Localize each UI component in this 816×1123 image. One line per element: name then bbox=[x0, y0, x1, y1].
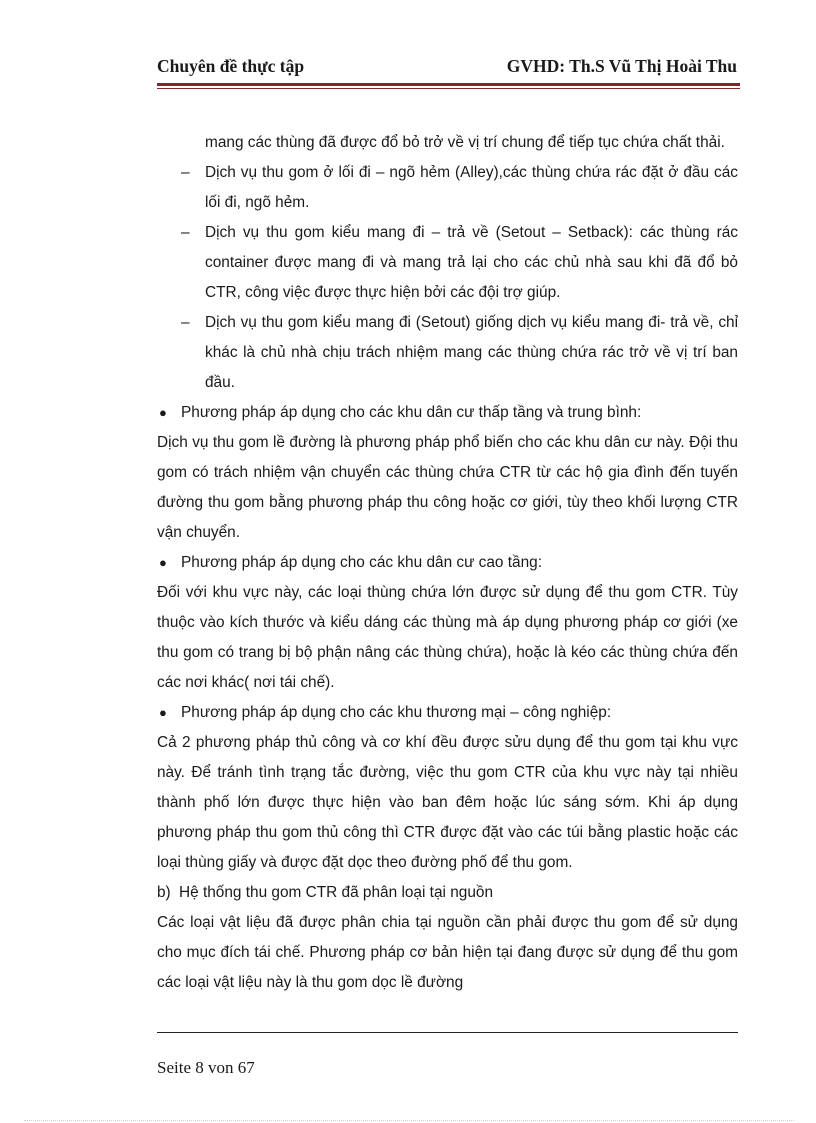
bullet-heading-text: Phương pháp áp dụng cho các khu thương mại – công nghiệp: bbox=[181, 704, 612, 721]
dash-item-text: Dịch vụ thu gom kiểu mang đi – trả về (Setout – Setback): các thùng rác container được mang đi và mang trả lại cho các chủ nhà sau khi đã đổ bỏ CTR, công việc được thực hiện bởi các đội trợ giúp. bbox=[205, 224, 738, 301]
dash-item bbox=[157, 218, 738, 308]
bullet-icon: ● bbox=[159, 555, 167, 570]
dash-item bbox=[157, 158, 738, 218]
page-bottom-dotted-line bbox=[24, 1120, 794, 1121]
page-header bbox=[157, 56, 737, 80]
body-paragraph: Cả 2 phương pháp thủ công và cơ khí đều được sửu dụng để thu gom tại khu vực này. Để tránh tình trạng tắc đường, việc thu gom CTR của khu vực này tại nhiều thành phố lớn được thực hiện vào ban đêm hoặc lúc sáng sớm. Khi áp dụng phương pháp thu gom thủ công thì CTR được đặt vào các túi bằng plastic hoặc các loại thùng giấy và được đặt dọc theo đường phố để thu gom. bbox=[157, 734, 738, 871]
subsection-label: b) bbox=[157, 884, 171, 901]
body-paragraph: Các loại vật liệu đã được phân chia tại nguồn cần phải được thu gom để sử dụng cho mục đích tái chế. Phương pháp cơ bản hiện tại đang được sử dụng để thu gom các loại vật liệu này là thu gom dọc lề đường bbox=[157, 914, 738, 991]
page-body bbox=[157, 128, 738, 998]
dash-item-text: Dịch vụ thu gom ở lối đi – ngõ hẻm (Alley),các thùng chứa rác đặt ở đầu các lối đi, ngõ hẻm. bbox=[205, 164, 738, 211]
bullet-heading-text: Phương pháp áp dụng cho các khu dân cư thấp tầng và trung bình: bbox=[181, 404, 642, 421]
body-paragraph: Đối với khu vực này, các loại thùng chứa lớn được sử dụng để thu gom CTR. Tùy thuộc vào kích thước và kiểu dáng các thùng mà áp dụng phương pháp cơ giới (xe thu gom có trang bị bộ phận nâng các thùng chứa), hoặc là kéo các thùng chứa đến các nơi khác( nơi tái chế). bbox=[157, 584, 738, 691]
bullet-heading bbox=[157, 698, 738, 728]
bullet-heading bbox=[157, 548, 738, 578]
page-number: Seite 8 von 67 bbox=[157, 1058, 255, 1077]
footer-rule bbox=[157, 1032, 738, 1033]
bullet-icon: ● bbox=[159, 405, 167, 420]
bullet-heading bbox=[157, 398, 738, 428]
body-paragraph: Dịch vụ thu gom lề đường là phương pháp phổ biến cho các khu dân cư này. Đội thu gom có trách nhiệm vận chuyển các thùng chứa CTR từ các hộ gia đình đến tuyến đường thu gom bằng phương pháp thu công hoặc cơ giới, tùy theo khối lượng CTR vận chuyển. bbox=[157, 434, 738, 541]
bullet-icon: ● bbox=[159, 705, 167, 720]
dash-marker: – bbox=[181, 224, 190, 241]
header-rule-thick bbox=[157, 83, 740, 86]
dash-item bbox=[157, 308, 738, 398]
header-supervisor: GVHD: Th.S Vũ Thị Hoài Thu bbox=[506, 56, 737, 76]
subsection-title: Hệ thống thu gom CTR đã phân loại tại nguồn bbox=[179, 884, 494, 901]
header-title: Chuyên đề thực tập bbox=[157, 56, 305, 76]
subsection-heading bbox=[157, 878, 738, 908]
continuation-paragraph: mang các thùng đã được đổ bỏ trở về vị trí chung để tiếp tục chứa chất thải. bbox=[205, 134, 725, 151]
dash-marker: – bbox=[181, 164, 190, 181]
header-rule-thin bbox=[157, 88, 740, 89]
dash-item-text: Dịch vụ thu gom kiểu mang đi (Setout) giống dịch vụ kiểu mang đi- trả về, chỉ khác là chủ nhà chịu trách nhiệm mang các thùng chứa rác trở về vị trí ban đầu. bbox=[205, 314, 738, 391]
bullet-heading-text: Phương pháp áp dụng cho các khu dân cư cao tầng: bbox=[181, 554, 542, 571]
dash-marker: – bbox=[181, 314, 190, 331]
